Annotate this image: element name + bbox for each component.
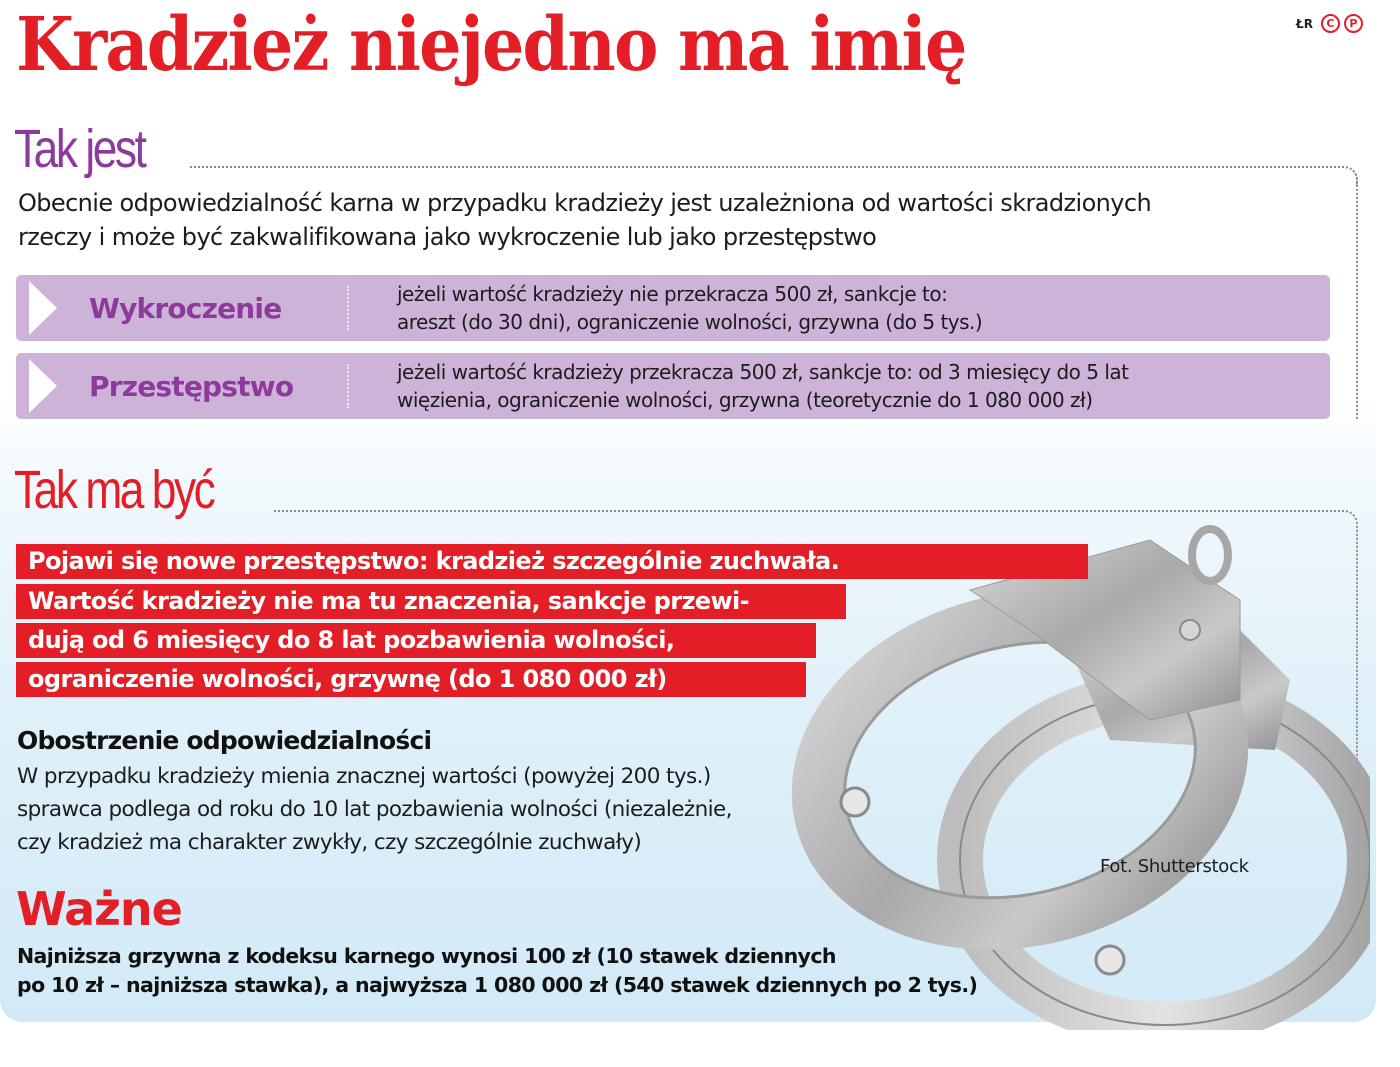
highlight-line: Pojawi się nowe przestępstwo: kradzież szczególnie zuchwała. bbox=[16, 544, 1088, 579]
intro-text bbox=[18, 186, 1318, 254]
intro-line: Obecnie odpowiedzialność karna w przypadku kradzieży jest uzależniona od wartości skradzionych bbox=[18, 189, 1152, 217]
page-title: Kradzież niejedno ma imię bbox=[16, 2, 966, 88]
desc-line: jeżeli wartość kradzieży nie przekracza 500 zł, sankcje to: bbox=[397, 282, 948, 306]
divider-corner-top bbox=[1330, 166, 1358, 186]
desc-line: więzienia, ograniczenie wolności, grzywna (teoretycznie do 1 080 000 zł) bbox=[397, 388, 1093, 412]
important-line: po 10 zł – najniższa stawka), a najwyższa 1 080 000 zł (540 stawek dziennych po 2 tys.) bbox=[17, 973, 978, 997]
divider-corner bbox=[1330, 166, 1358, 420]
row-description bbox=[397, 358, 1128, 414]
important-text bbox=[17, 942, 1067, 1000]
row-separator bbox=[347, 286, 349, 330]
highlight-line: Wartość kradzieży nie ma tu znaczenia, sankcje przewi- bbox=[16, 584, 846, 619]
author-initials: ŁR bbox=[1296, 16, 1313, 31]
desc-line: areszt (do 30 dni), ograniczenie wolności, grzywna (do 5 tys.) bbox=[397, 310, 983, 334]
offense-row-wykroczenie bbox=[16, 275, 1330, 341]
aggravation-line: sprawca podlega od roku do 10 lat pozbawienia wolności (niezależnie, bbox=[17, 797, 732, 822]
desc-line: jeżeli wartość kradzieży przekracza 500 zł, sankcje to: od 3 miesięcy do 5 lat bbox=[397, 360, 1129, 384]
triangle-arrow-icon bbox=[29, 359, 57, 413]
offense-row-przestepstwo bbox=[16, 353, 1330, 419]
row-label: Przestępstwo bbox=[89, 369, 294, 403]
copyright-p-icon: P bbox=[1344, 14, 1363, 33]
triangle-arrow-icon bbox=[29, 281, 57, 335]
section-heading-current: Tak jest bbox=[14, 119, 145, 179]
photo-credit: Fot. Shutterstock bbox=[1100, 856, 1249, 877]
row-separator bbox=[347, 364, 349, 408]
highlight-line: dują od 6 miesięcy do 8 lat pozbawienia wolności, bbox=[16, 623, 816, 658]
row-label: Wykroczenie bbox=[89, 291, 282, 325]
row-description bbox=[397, 280, 982, 336]
aggravation-text bbox=[17, 760, 807, 859]
divider bbox=[190, 166, 1340, 168]
important-heading: Ważne bbox=[16, 882, 182, 936]
important-line: Najniższa grzywna z kodeksu karnego wynosi 100 zł (10 stawek dziennych bbox=[17, 944, 836, 968]
copyright-c-icon: C bbox=[1321, 14, 1340, 33]
aggravation-line: W przypadku kradzieży mienia znacznej wartości (powyżej 200 tys.) bbox=[17, 764, 711, 789]
intro-line: rzeczy i może być zakwalifikowana jako wykroczenie lub jako przestępstwo bbox=[18, 223, 877, 251]
aggravation-heading: Obostrzenie odpowiedzialności bbox=[17, 726, 432, 755]
section-heading-proposed: Tak ma być bbox=[14, 460, 214, 520]
divider bbox=[274, 510, 1340, 512]
aggravation-line: czy kradzież ma charakter zwykły, czy szczególnie zuchwały) bbox=[17, 830, 642, 855]
author-credit bbox=[1296, 14, 1363, 33]
highlight-line: ograniczenie wolności, grzywnę (do 1 080 000 zł) bbox=[16, 662, 806, 697]
